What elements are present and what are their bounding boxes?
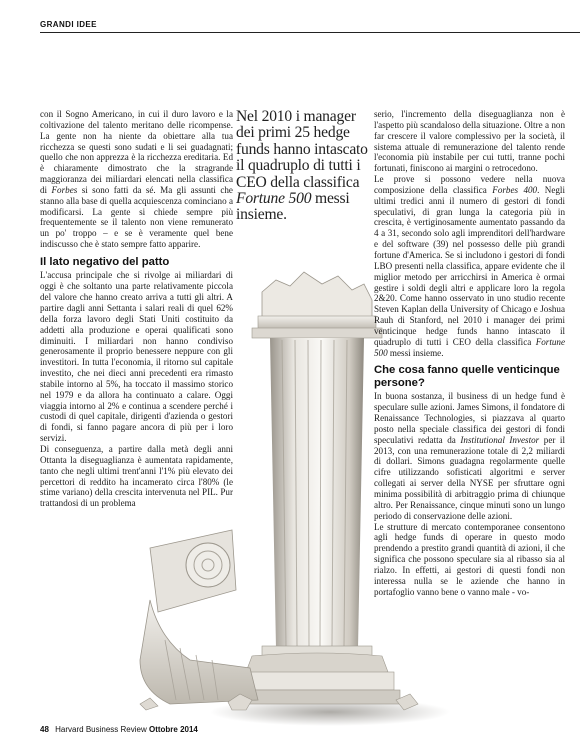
- left-paragraph-3: Di conseguenza, a partire dalla metà degli anni Ottanta la diseguaglianza è aumentata rapidamente, tanto che negli ultimi trent'anni l'1% più elevato dei percettori di reddito ha incamerato circa l'80% (le stime variano) della crescita intervenuta nel PIL. Pur trattandosi di un problema: [40, 443, 233, 509]
- issue-date: Ottobre 2014: [148, 725, 198, 734]
- right-paragraph-2: Le prove si possono vedere nella nuova composizione della classifica Forbes 400. Negli ultimi tredici anni il numero di gestori di fondi speculativi, di gran lunga la categoria più in crescita, è vertiginosamente aumentato passando da 4 a 31, secondo solo agli imprenditori dell'hardware e del software (39) nel possesso delle più grandi fortune d'America. Se si includono i gestori di fondi LBO presenti nella classifica, appare evidente che il miglior metodo per arricchirsi in America è ormai gestire i soldi degli altri e applicare loro la regola 2&20. Come hanno osservato in uno studio recente Steven Kaplan della University of Chicago e Joshua Rauh di Stanford, nel 2010 i manager dei primi venticinque hedge funds hanno intascato il quadruplo di tutti i CEO della classifica Fortune 500 messi insieme.: [374, 174, 565, 358]
- section-heading-2: Che cosa fanno quelle venticinque persone?: [374, 364, 560, 389]
- pull-quote: Nel 2010 i manager dei primi 25 hedge funds hanno intascato il quadruplo di tutti i CEO della classifica Fortune 500 messi insieme.: [236, 108, 368, 224]
- magazine-name: Harvard Business Review: [55, 725, 147, 734]
- left-paragraph-2: L'accusa principale che si rivolge ai miliardari di oggi è che soltanto una parte relativamente piccola del valore che hanno creato arriva a tutti gli altri. A partire dagli anni Settanta i salari reali di quel 62% della forza lavoro degli Stati Uniti costituito da addetti alla produzione e operai qualificati sono diminuiti. I miliardari non hanno condiviso generosamente il proprio benessere neppure con gli investitori. In tutta l'economia, il ritorno sul capitale investito, che nei dieci anni precedenti era rimasto stabile intorno al 5%, ha toccato il massimo storico nel 1979 e da allora ha continuato a calare. Oggi viaggia intorno al 2% e continua a scendere perché i custodi di quel capitale, dirigenti d'azienda o gestori di fondi, si fanno pagare ancora di più per i loro servizi.: [40, 270, 233, 444]
- right-paragraph-4: Le strutture di mercato contemporanee consentono agli hedge funds di operare in questo modo prendendo a prestito grandi quantità di azioni, il che significa che possono speculare sia al ribasso sia al rialzo. In effetti, ai gestori di questi fondi non interessa nulla se le aziende che hanno in portafoglio vanno bene o vanno male - vo-: [374, 521, 565, 597]
- fallen-capital: [140, 530, 258, 704]
- right-paragraph-1: serio, l'incremento della diseguaglianza non è l'aspetto più scandaloso della situazione. Oltre a non far crescere il valore complessivo per la società, il sistema attuale di remunerazione del talento rende l'economia più instabile per cui tutti, tranne pochi fortunati, finiscono ai margini o retrocedono.: [374, 109, 565, 174]
- section-label: GRANDI IDEE: [40, 20, 97, 29]
- page-number: 48: [40, 725, 49, 734]
- right-column: [374, 109, 565, 597]
- right-paragraph-3: In buona sostanza, il business di un hedge fund è speculare sulle azioni. James Simons, il fondatore di Renaissance Technologies, si piazzava al quarto posto nella speciale classifica dei gestori di fondi speculativi redatta da Institutional Investor per il 2013, con una remunerazione totale di 2,2 miliardi di dollari. Simons guadagna regolarmente quelle cifre utilizzando sofisticati algoritmi e server collegati ai server della NYSE per sfruttare ogni minima possibilità di arbitraggio prima di chiunque altro. Per Renaissance, cinque minuti sono un lungo periodo di conservazione delle azioni.: [374, 391, 565, 521]
- left-paragraph-1: con il Sogno Americano, in cui il duro lavoro e la coltivazione del talento meritano delle ricompense. La gente non ha niente da obiettare alla tua ricchezza se questi sono sudati e li sei guadagnati; quello che non apprezza è la ricchezza ereditaria. Ed è chiaramente dimostrato che la stragrande maggioranza dei miliardari elencati nella classifica di Forbes si sono fatti da sé. Ma gli assunti che stanno alla base di quella acquiescenza cominciano a modificarsi. La gente si chiede sempre più frequentemente se il talento non viene remunerato un po' troppo – e se è veramente quel bene indiscusso che è stato sempre fatto apparire.: [40, 109, 233, 250]
- section-heading-1: Il lato negativo del patto: [40, 255, 170, 268]
- left-column: [40, 109, 233, 509]
- page-footer: [40, 725, 198, 734]
